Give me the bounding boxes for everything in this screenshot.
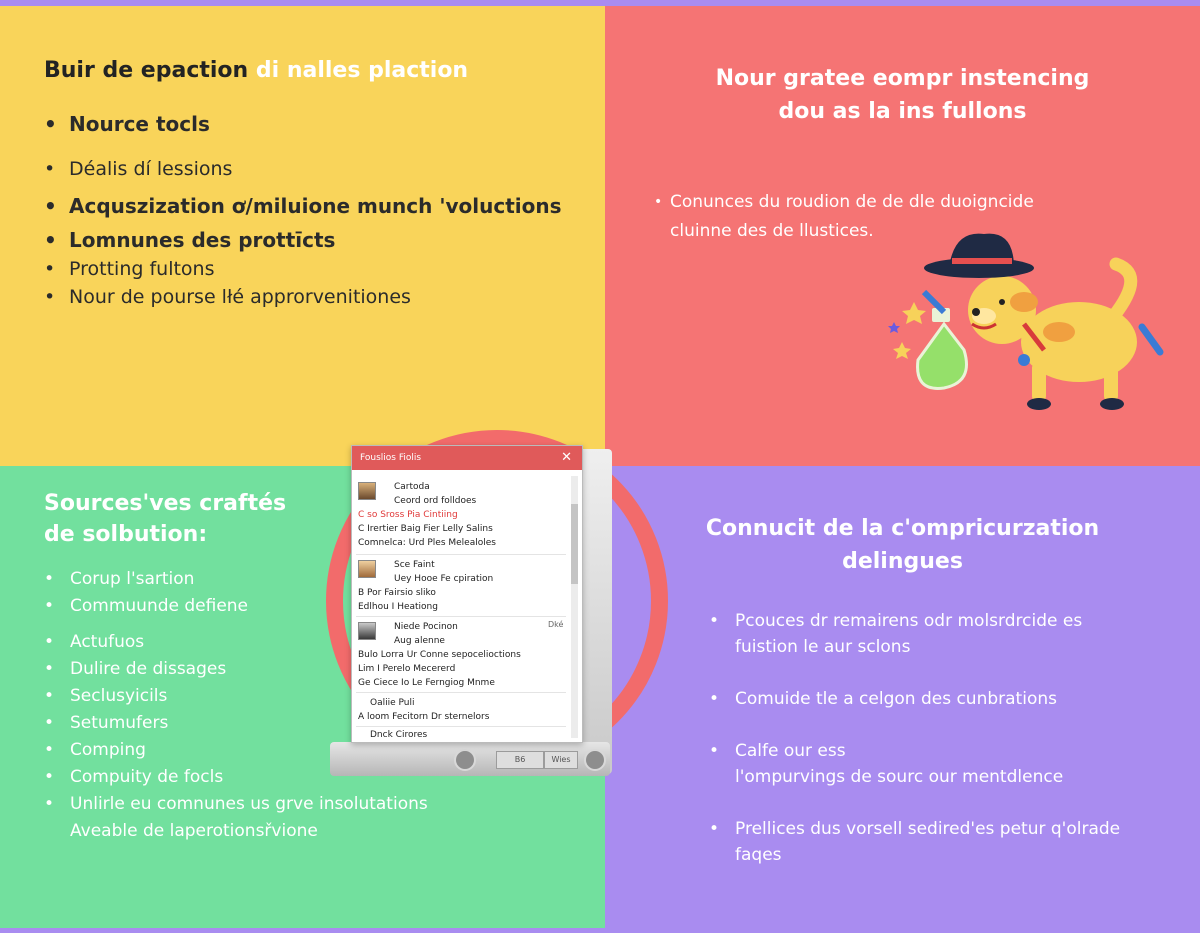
- list-item-line: • Pcouces dr remairens odr molsrdrcide es: [735, 611, 1083, 631]
- list-item: • Setumufers: [44, 710, 428, 737]
- bottom-right-title-line1: Connucit de la c'ompricurzation: [705, 516, 1100, 541]
- list-item: [709, 686, 1120, 712]
- list-item: • Seclusyicils: [44, 683, 428, 710]
- list-item: [709, 608, 1120, 660]
- entry-name: Dnck Cirores: [370, 730, 428, 740]
- knob-icon[interactable]: [454, 749, 476, 771]
- window-body: [352, 470, 582, 743]
- bottom-left-title-line2: de solbution:: [44, 522, 208, 547]
- avatar: [358, 482, 376, 500]
- knob-icon[interactable]: [584, 749, 606, 771]
- list-item: • Nource tocls: [44, 112, 562, 136]
- list-item-line: • Comuide tle a celgon des cunbrations: [735, 689, 1057, 709]
- dog-detective-illustration: [884, 232, 1174, 422]
- scrollbar-thumb[interactable]: [571, 504, 578, 584]
- list-item: • Corup l'sartion: [44, 566, 428, 593]
- list-item: • Commuunde defiene: [44, 593, 428, 620]
- list-item[interactable]: [358, 728, 427, 742]
- list-item: • Nour de pourse lłé approrvenitiones: [44, 286, 562, 308]
- bottom-left-title-line1: Sources'ves craftés: [44, 491, 287, 516]
- divider: [356, 616, 566, 617]
- entry-line: Ceord ord folldoes: [394, 496, 477, 506]
- entry-line: Aug alenne: [394, 636, 445, 646]
- list-item-line: fuistion le aur sclons: [735, 637, 911, 657]
- entry-line: B Por Fairsio sliko: [358, 588, 436, 598]
- list-item: • Dulire de dissages: [44, 656, 428, 683]
- bottom-right-list: [709, 608, 1120, 894]
- top-left-title-part2: di nalles plaction: [255, 58, 469, 83]
- entry-line: A loom Fecitorn Dr sternelors: [358, 712, 490, 722]
- list-item: [709, 738, 1120, 790]
- entry-line: Comnelca: Urd Ples Melealoles: [358, 538, 496, 548]
- entry-name: Cartoda: [394, 482, 430, 492]
- entry-line: Uey Hooe Fe cpiration: [394, 574, 494, 584]
- entry-line: Bulo Lorra Ur Conne sepocelioctions: [358, 650, 521, 660]
- entry-name: Niede Pocinon: [394, 622, 458, 632]
- bullet-icon: •: [654, 194, 663, 210]
- list-item[interactable]: [358, 480, 496, 550]
- list-item[interactable]: [358, 558, 493, 614]
- top-left-title-part1: Buir de epaction: [44, 58, 249, 83]
- divider: [356, 726, 566, 727]
- window-titlebar: [352, 446, 582, 470]
- list-item-line: faqes: [735, 845, 782, 865]
- list-item-continuation: Aveable de laperotionsřvione: [70, 821, 318, 841]
- window-title: Fouslios Fiolis: [360, 453, 422, 463]
- entry-line: Ge Ciece Io Le Ferngiog Mnme: [358, 678, 495, 688]
- toolbar-button-2[interactable]: Wies: [544, 751, 578, 769]
- entry-line: Edlhou I Heationg: [358, 602, 438, 612]
- list-item-line: • Prellices dus vorsell sedired'es petur q'olrade: [735, 819, 1121, 839]
- top-right-title-line2: dou as la ins fullons: [778, 99, 1027, 124]
- list-item: • Compuity de focls: [44, 764, 428, 791]
- scroll-roller: [578, 449, 612, 774]
- top-right-title: [605, 62, 1200, 128]
- bottom-right-title: [605, 512, 1200, 578]
- top-right-text-line1: Conunces du roudion de de dle duoigncide: [670, 192, 1034, 212]
- bottom-right-title-line2: delingues: [842, 549, 963, 574]
- divider: [356, 692, 566, 693]
- message-window: [351, 445, 583, 743]
- top-right-text-line2: cluinne des de llustices.: [670, 221, 874, 241]
- avatar: [358, 622, 376, 640]
- panel-bottom-right: [605, 466, 1200, 928]
- bottom-left-title: [44, 488, 286, 550]
- entry-name: Sce Faint: [394, 560, 435, 570]
- list-item[interactable]: [358, 696, 489, 724]
- list-item: • Comping: [44, 737, 428, 764]
- top-right-title-line1: Nour gratee eompr instencing: [715, 66, 1090, 91]
- list-item: • Actufuos: [44, 629, 428, 656]
- top-left-title: [44, 58, 468, 83]
- entry-name: Oaliie Puli: [370, 698, 415, 708]
- list-item: • Protting fultons: [44, 258, 562, 280]
- list-item[interactable]: [358, 620, 521, 690]
- top-left-list: [44, 112, 562, 308]
- window-toolbar: [330, 742, 610, 776]
- list-item: • Acquszization ơ/miluione munch 'voluctions: [44, 194, 562, 218]
- list-item: [709, 816, 1120, 868]
- entry-date: Dké: [548, 620, 564, 629]
- scrollbar[interactable]: [571, 476, 578, 738]
- entry-line: Lim I Perelo Mecererd: [358, 664, 456, 674]
- toolbar-button-1[interactable]: B6: [496, 751, 544, 769]
- list-item-line: • Calfe our ess: [735, 741, 846, 761]
- panel-top-left: [0, 6, 605, 466]
- list-item: • Unlirle eu comnunes us grve insolutations: [44, 791, 428, 818]
- list-item: • Déalis dí lessions: [44, 158, 562, 180]
- avatar: [358, 560, 376, 578]
- close-icon[interactable]: ✕: [561, 450, 572, 465]
- divider: [356, 554, 566, 555]
- entry-line: C Irertier Baig Fier Lelly Salins: [358, 524, 493, 534]
- entry-line: C so Sross Pia Cintiing: [358, 510, 458, 520]
- list-item-line: l'ompurvings de sourc our mentdlence: [735, 767, 1064, 787]
- list-item: • Lomnunes des prottīcts: [44, 228, 562, 252]
